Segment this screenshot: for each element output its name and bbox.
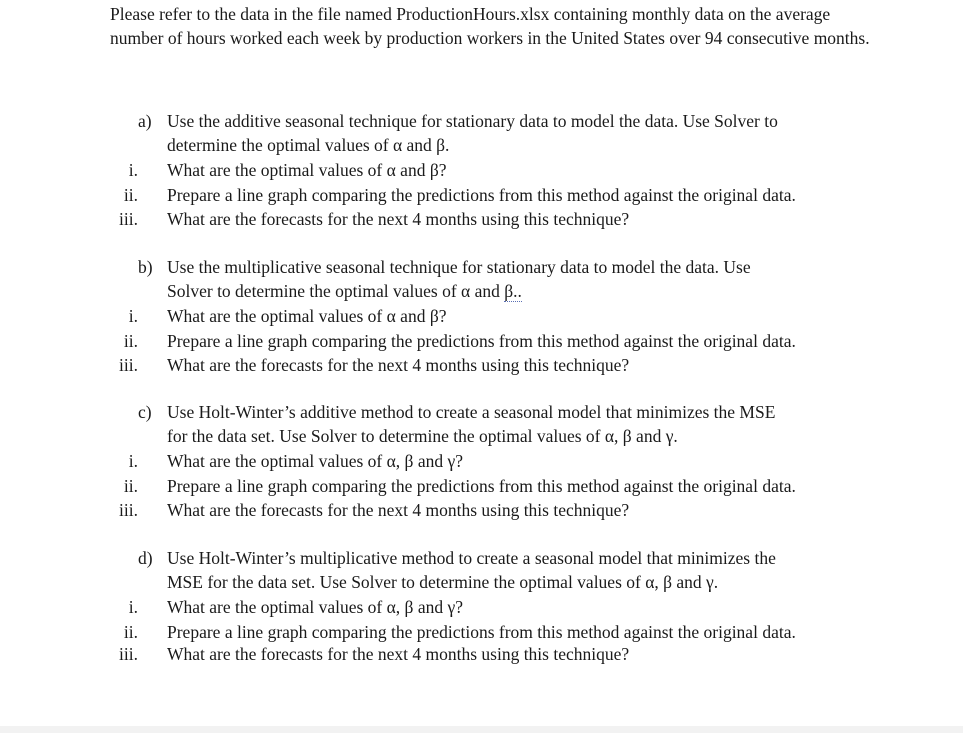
section-label: c) bbox=[138, 402, 152, 422]
item-number: i. bbox=[128, 597, 138, 617]
item-text: What are the forecasts for the next 4 months using this technique? bbox=[167, 355, 630, 375]
item-text: What are the forecasts for the next 4 months using this technique? bbox=[167, 644, 630, 664]
item-text: What are the optimal values of α, β and γ? bbox=[167, 451, 463, 471]
section-text-part: Solver to determine the optimal values of α and bbox=[167, 281, 505, 301]
item-text: Prepare a line graph comparing the predictions from this method against the original data. bbox=[167, 185, 796, 205]
section-label: b) bbox=[138, 257, 153, 277]
item-text: Prepare a line graph comparing the predictions from this method against the original data. bbox=[167, 622, 796, 642]
section-text-line: determine the optimal values of α and β. bbox=[167, 135, 450, 155]
item-text: What are the optimal values of α and β? bbox=[167, 160, 447, 180]
section-text-line: Use the multiplicative seasonal technique for stationary data to model the data. Use bbox=[167, 257, 751, 277]
section-text-line: Use Holt-Winter’s multiplicative method to create a seasonal model that minimizes the bbox=[167, 548, 776, 568]
item-number: ii. bbox=[123, 622, 138, 642]
item-number: iii. bbox=[119, 500, 138, 520]
item-number: iii. bbox=[119, 209, 138, 229]
item-text: What are the optimal values of α and β? bbox=[167, 306, 447, 326]
section-label: a) bbox=[138, 111, 152, 131]
item-number: ii. bbox=[123, 185, 138, 205]
intro-paragraph: Please refer to the data in the file named ProductionHours.xlsx containing monthly data on the average number of hours worked each week by production workers in the United States over 94 consecutive months. bbox=[110, 4, 870, 48]
section-text-line bbox=[167, 279, 522, 303]
section-text-line: MSE for the data set. Use Solver to determine the optimal values of α, β and γ. bbox=[167, 572, 719, 592]
item-number: i. bbox=[128, 160, 138, 180]
item-number: i. bbox=[128, 306, 138, 326]
section-text-line: Use the additive seasonal technique for stationary data to model the data. Use Solver to bbox=[167, 111, 778, 131]
item-number: ii. bbox=[123, 331, 138, 351]
item-text: What are the forecasts for the next 4 months using this technique? bbox=[167, 500, 630, 520]
item-text: Prepare a line graph comparing the predictions from this method against the original data. bbox=[167, 476, 796, 496]
item-text: Prepare a line graph comparing the predictions from this method against the original data. bbox=[167, 331, 796, 351]
section-text-line: for the data set. Use Solver to determine the optimal values of α, β and γ. bbox=[167, 426, 678, 446]
item-text: What are the forecasts for the next 4 months using this technique? bbox=[167, 209, 630, 229]
item-number: i. bbox=[128, 451, 138, 471]
spellcheck-underlined-text: β.. bbox=[504, 281, 522, 301]
item-number: ii. bbox=[123, 476, 138, 496]
item-number: iii. bbox=[119, 644, 138, 664]
item-text: What are the optimal values of α, β and γ? bbox=[167, 597, 463, 617]
item-number: iii. bbox=[119, 355, 138, 375]
section-text-line: Use Holt-Winter’s additive method to create a seasonal model that minimizes the MSE bbox=[167, 402, 776, 422]
page-bottom-edge bbox=[0, 726, 963, 733]
section-label: d) bbox=[138, 548, 153, 568]
